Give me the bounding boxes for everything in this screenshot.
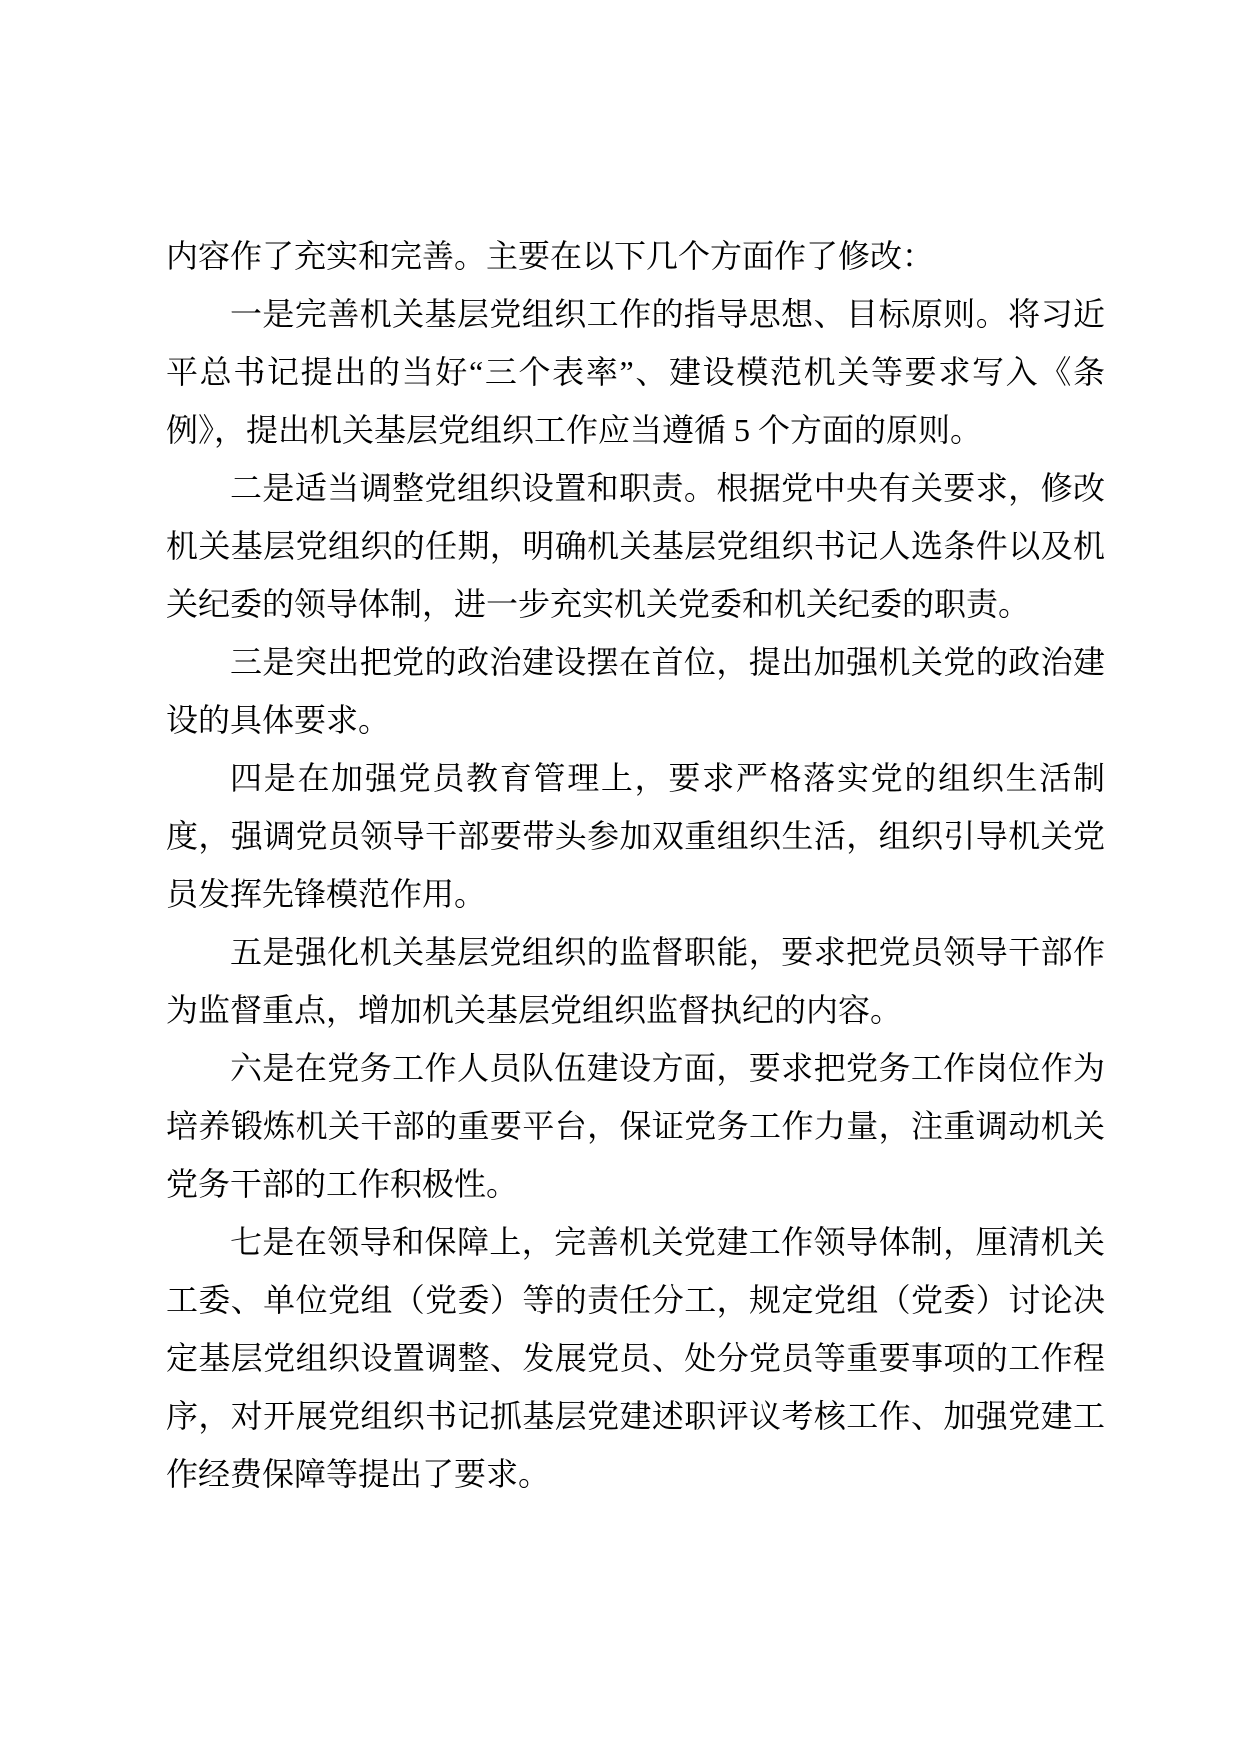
paragraph-point-4: 四是在加强党员教育管理上，要求严格落实党的组织生活制度，强调党员领导干部要带头参加双重组织生活，组织引导机关党员发挥先锋模范作用。 <box>166 760 1105 912</box>
paragraph-point-2: 二是适当调整党组织设置和职责。根据党中央有关要求，修改机关基层党组织的任期，明确机关基层党组织书记人选条件以及机关纪委的领导体制，进一步充实机关党委和机关纪委的职责。 <box>166 470 1105 622</box>
paragraph-point-7: 七是在领导和保障上，完善机关党建工作领导体制，厘清机关工委、单位党组（党委）等的责任分工，规定党组（党委）讨论决定基层党组织设置调整、发展党员、处分党员等重要事项的工作程序，对开展党组织书记抓基层党建述职评议考核工作、加强党建工作经费保障等提出了要求。 <box>166 1224 1105 1492</box>
paragraph-point-3: 三是突出把党的政治建设摆在首位，提出加强机关党的政治建设的具体要求。 <box>166 644 1105 738</box>
paragraph-point-5: 五是强化机关基层党组织的监督职能，要求把党员领导干部作为监督重点，增加机关基层党组织监督执纪的内容。 <box>166 934 1105 1028</box>
paragraph-continuation: 内容作了充实和完善。主要在以下几个方面作了修改： <box>166 238 935 274</box>
paragraph-point-1: 一是完善机关基层党组织工作的指导思想、目标原则。将习近平总书记提出的当好“三个表率”、建设模范机关等要求写入《条例》，提出机关基层党组织工作应当遵循 5 个方面的原则。 <box>166 296 1105 448</box>
paragraph-point-6: 六是在党务工作人员队伍建设方面，要求把党务工作岗位作为培养锻炼机关干部的重要平台，保证党务工作力量，注重调动机关党务干部的工作积极性。 <box>166 1050 1105 1202</box>
